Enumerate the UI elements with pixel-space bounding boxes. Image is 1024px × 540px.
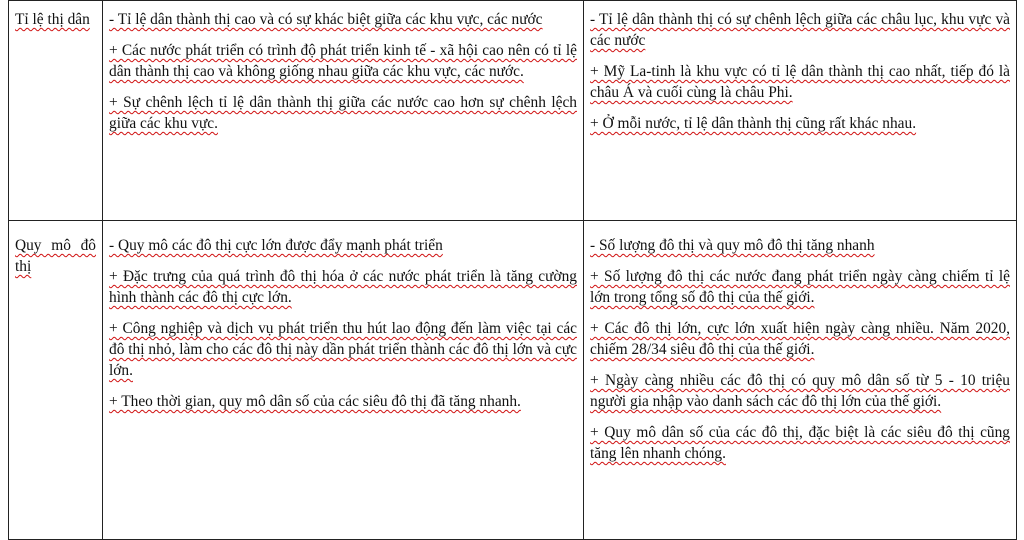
paragraph: - Số lượng đô thị và quy mô đô thị tăng nhanh bbox=[590, 237, 875, 254]
paragraph: + Các đô thị lớn, cực lớn xuất hiện ngày càng nhiều. Năm 2020, chiếm 28/34 siêu đô thị của thế giới. bbox=[590, 320, 1010, 358]
criterion-cell bbox=[9, 1, 103, 221]
paragraph: - Tỉ lệ dân thành thị cao và có sự khác biệt giữa các khu vực, các nước bbox=[109, 11, 543, 28]
paragraph: + Theo thời gian, quy mô dân số của các siêu đô thị đã tăng nhanh. bbox=[109, 393, 521, 410]
paragraph: + Ngày càng nhiều các đô thị có quy mô dân số từ 5 - 10 triệu người gia nhập vào danh sách các đô thị lớn của thế giới. bbox=[590, 372, 1010, 410]
developed-countries-cell bbox=[103, 221, 584, 540]
table-row-urban-scale bbox=[9, 221, 1017, 540]
paragraph: + Các nước phát triển có trình độ phát triển kinh tế - xã hội cao nên có tỉ lệ dân thành thị cao và không giống nhau giữa các khu vực, các nước. bbox=[109, 42, 577, 80]
developed-countries-cell bbox=[103, 1, 584, 221]
developing-countries-cell bbox=[584, 221, 1017, 540]
paragraph: + Đặc trưng của quá trình đô thị hóa ở các nước phát triển là tăng cường hình thành các đô thị cực lớn. bbox=[109, 268, 577, 306]
criterion-label: Tỉ lệ thị dân bbox=[15, 11, 90, 28]
developing-countries-cell bbox=[584, 1, 1017, 221]
paragraph: + Mỹ La-tinh là khu vực có tỉ lệ dân thành thị cao nhất, tiếp đó là châu Á và cuối cùng là châu Phi. bbox=[590, 63, 1010, 101]
comparison-table bbox=[8, 0, 1017, 540]
paragraph: + Ở mỗi nước, tỉ lệ dân thành thị cũng rất khác nhau. bbox=[590, 115, 917, 132]
criterion-cell bbox=[9, 221, 103, 540]
paragraph: + Công nghiệp và dịch vụ phát triển thu hút lao động đến làm việc tại các đô thị nhỏ, làm cho các đô thị này dần phát triển thành các đô thị lớn và cực lớn. bbox=[109, 320, 577, 379]
paragraph: + Quy mô dân số của các đô thị, đặc biệt là các siêu đô thị cũng tăng lên nhanh chóng. bbox=[590, 424, 1010, 462]
paragraph: + Sự chênh lệch tỉ lệ dân thành thị giữa các nước cao hơn sự chênh lệch giữa các khu vực. bbox=[109, 94, 577, 132]
paragraph: + Số lượng đô thị các nước đang phát triển ngày càng chiếm tỉ lệ lớn trong tổng số đô thị của thế giới. bbox=[590, 268, 1010, 306]
paragraph: - Quy mô các đô thị cực lớn được đẩy mạnh phát triển bbox=[109, 237, 443, 254]
criterion-label: Quy mô đô thị bbox=[15, 237, 96, 275]
table-row-urban-ratio bbox=[9, 1, 1017, 221]
paragraph: - Tỉ lệ dân thành thị có sự chênh lệch giữa các châu lục, khu vực và các nước bbox=[590, 11, 1010, 49]
